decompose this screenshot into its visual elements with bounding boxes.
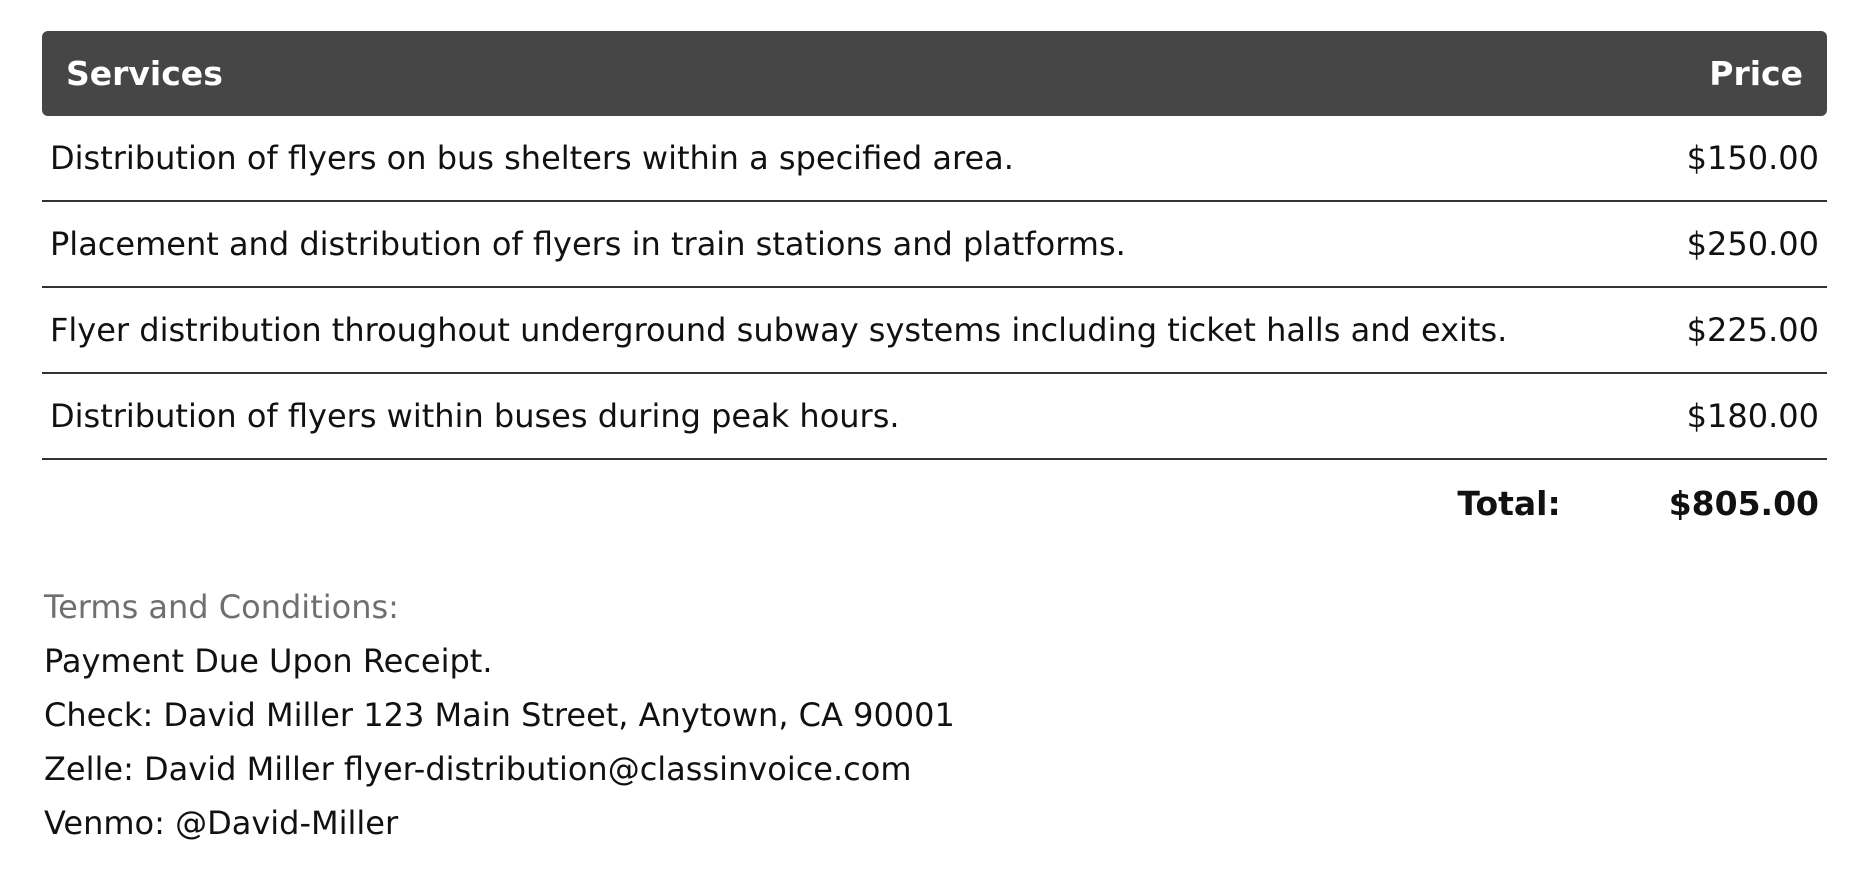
service-description: Distribution of flyers on bus shelters within a specified area. xyxy=(50,139,1014,177)
service-description: Flyer distribution throughout underground subway systems including ticket halls and exits. xyxy=(50,311,1508,349)
services-table xyxy=(42,31,1827,546)
services-column-header: Services xyxy=(66,54,223,93)
price-column-header: Price xyxy=(1709,54,1803,93)
terms-line-zelle: Zelle: David Miller flyer-distribution@classinvoice.com xyxy=(44,750,912,788)
service-description: Distribution of flyers within buses during peak hours. xyxy=(50,397,900,435)
total-value: $805.00 xyxy=(1668,483,1819,523)
terms-line-check: Check: David Miller 123 Main Street, Anytown, CA 90001 xyxy=(44,696,955,734)
table-row xyxy=(42,116,1827,202)
service-description: Placement and distribution of flyers in train stations and platforms. xyxy=(50,225,1126,263)
table-row xyxy=(42,288,1827,374)
terms-section xyxy=(44,580,955,850)
table-row xyxy=(42,202,1827,288)
terms-line-payment: Payment Due Upon Receipt. xyxy=(44,642,493,680)
total-label: Total: xyxy=(1457,483,1561,523)
service-price: $180.00 xyxy=(1686,397,1819,435)
service-price: $225.00 xyxy=(1686,311,1819,349)
table-header xyxy=(42,31,1827,116)
terms-line-venmo: Venmo: @David-Miller xyxy=(44,804,399,842)
total-row xyxy=(42,460,1827,546)
service-price: $150.00 xyxy=(1686,139,1819,177)
service-price: $250.00 xyxy=(1686,225,1819,263)
table-row xyxy=(42,374,1827,460)
terms-title: Terms and Conditions: xyxy=(44,588,399,626)
